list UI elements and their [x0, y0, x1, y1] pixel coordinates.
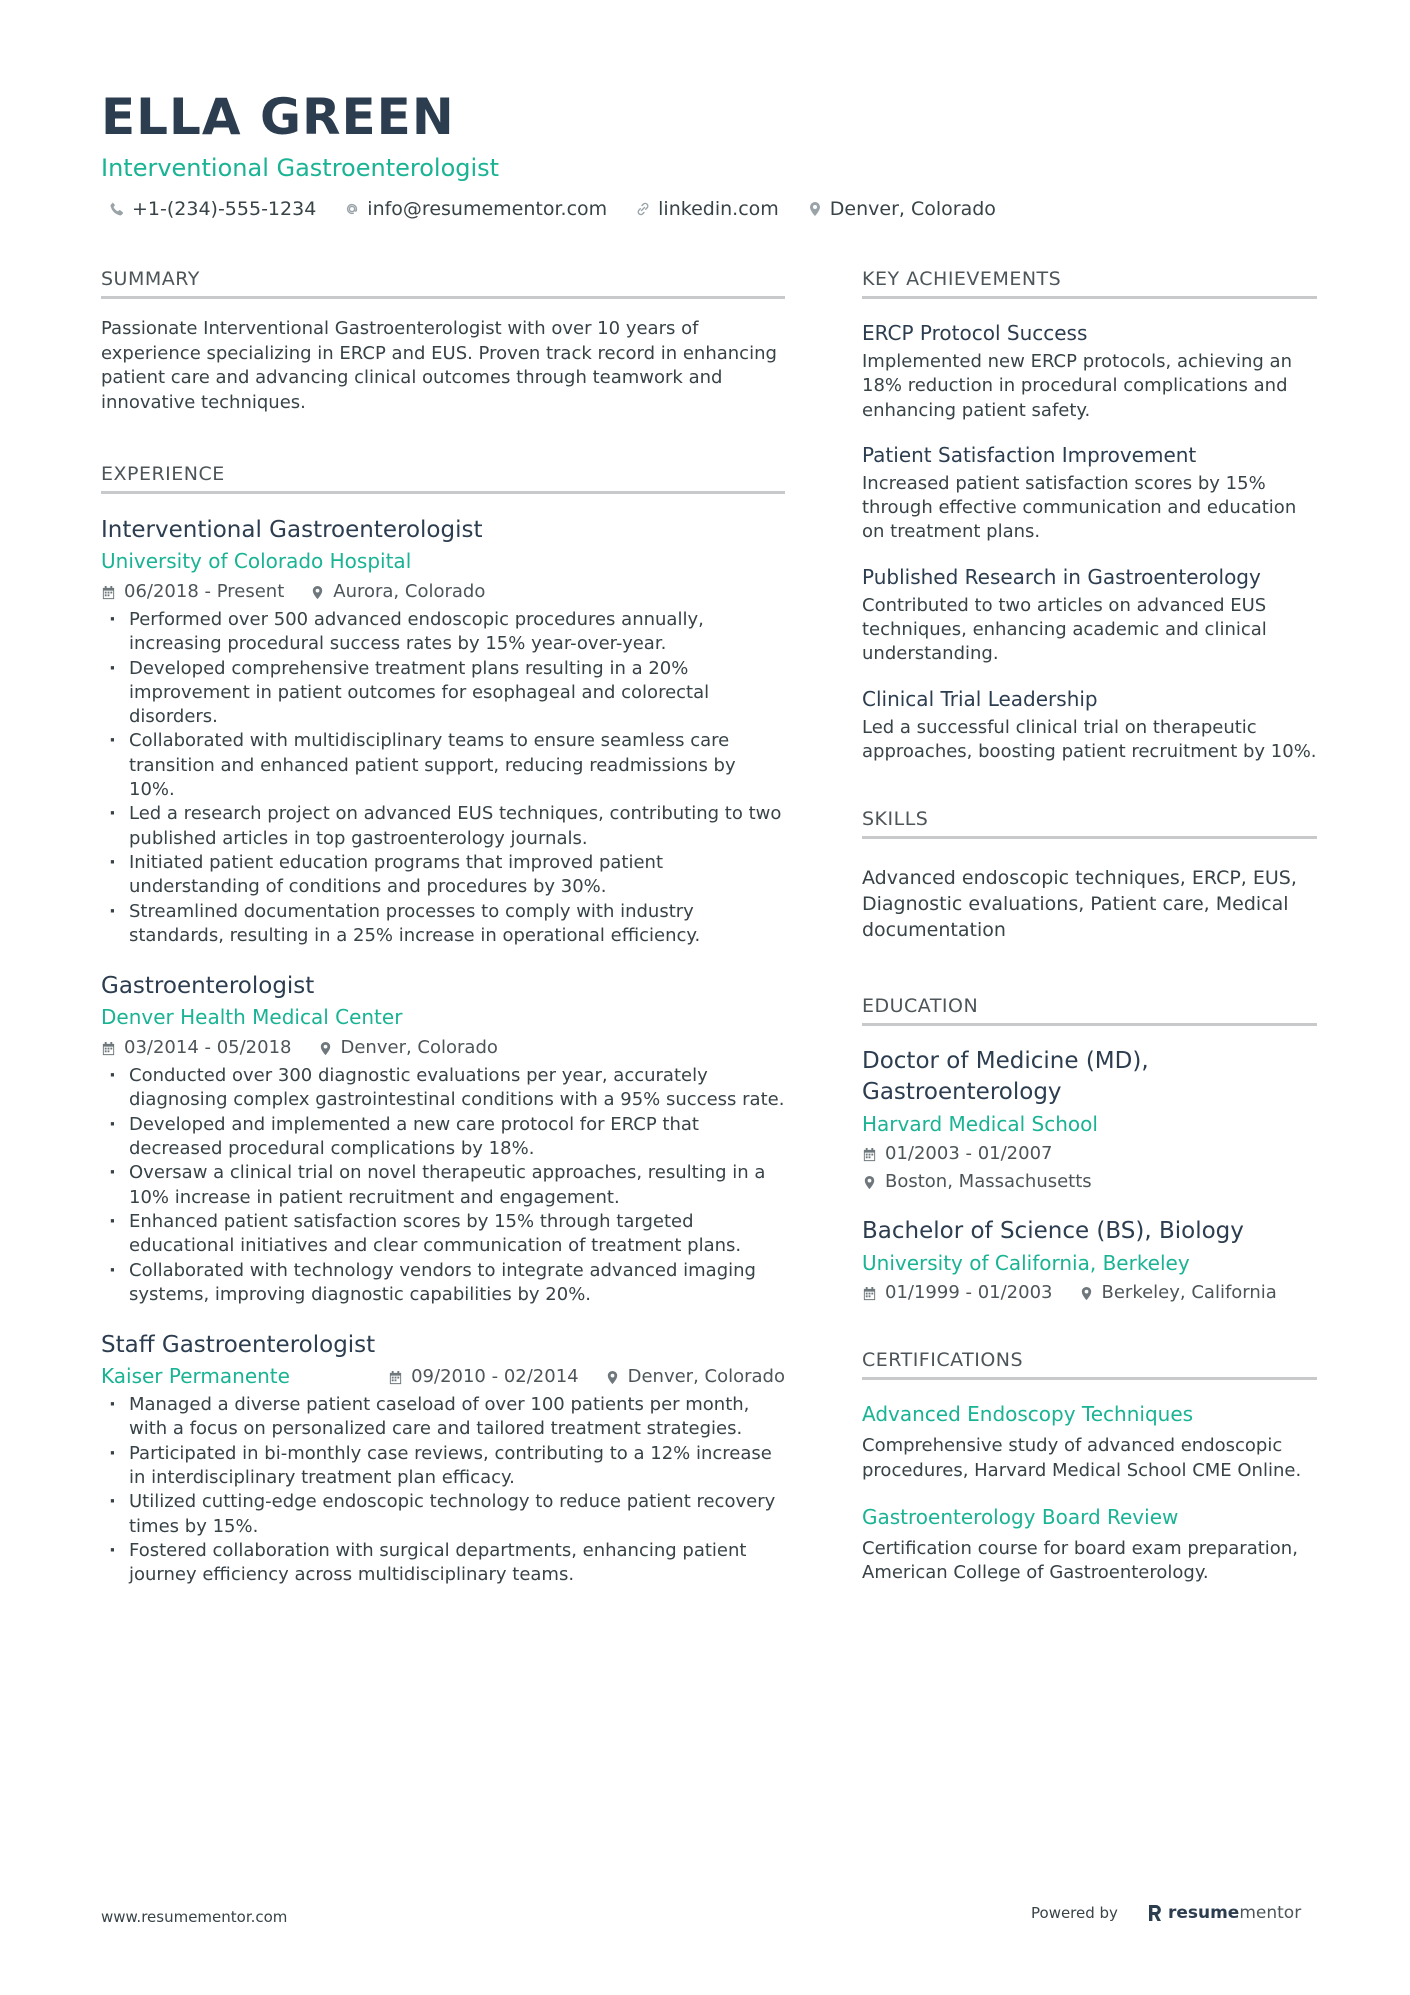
- job-entry: [101, 514, 785, 948]
- location-icon: [605, 1370, 620, 1385]
- contact-phone: [109, 198, 316, 220]
- education-school: Harvard Medical School: [862, 1112, 1098, 1137]
- footer-website[interactable]: www.resumementor.com: [101, 1908, 288, 1926]
- certification-desc: Comprehensive study of advanced endoscopic procedures, Harvard Medical School CME Online.: [862, 1435, 1302, 1481]
- link-icon: [635, 201, 651, 217]
- job-bullets: [101, 1393, 785, 1587]
- brand-light: mentor: [1239, 1903, 1302, 1923]
- education-dates: [862, 1279, 1053, 1307]
- job-bullet: · Enhanced patient satisfaction scores by 15% through targeted educational initiatives and clear communication of treatment plans.: [101, 1210, 785, 1259]
- job-company-row: [101, 1361, 785, 1391]
- job-company: Denver Health Medical Center: [101, 1005, 403, 1030]
- job-dates-text: 09/2010 - 02/2014: [411, 1366, 579, 1388]
- right-column: [862, 266, 1317, 1585]
- education-dates-text: 01/1999 - 01/2003: [885, 1282, 1053, 1304]
- contact-email: [344, 198, 607, 220]
- education-location: [1079, 1279, 1277, 1307]
- location-icon: [1079, 1286, 1094, 1301]
- job-location: [318, 1034, 498, 1062]
- job-title: Gastroenterologist: [101, 973, 315, 1000]
- calendar-icon: [101, 585, 116, 600]
- achievement-item: [862, 685, 1317, 765]
- at-icon: [344, 201, 360, 217]
- job-bullet: · Collaborated with technology vendors to integrate advanced imaging systems, improving diagnostic capabilities by 20%.: [101, 1259, 785, 1308]
- achievement-desc: Increased patient satisfaction scores by 15% through effective communication and education on treatment plans.: [862, 472, 1297, 543]
- job-title: Staff Gastroenterologist: [101, 1332, 376, 1359]
- job-bullet: · Developed and implemented a new care protocol for ERCP that decreased procedural complications by 18%.: [101, 1113, 785, 1162]
- phone-icon: [109, 201, 125, 217]
- achievement-item: [862, 441, 1317, 545]
- location-icon: [862, 1175, 877, 1190]
- achievement-item: [862, 319, 1317, 423]
- education-dates-text: 01/2003 - 01/2007: [885, 1143, 1053, 1165]
- certification-item: [862, 1503, 1317, 1586]
- candidate-title: Interventional Gastroenterologist: [101, 154, 500, 182]
- job-location-text: Aurora, Colorado: [333, 581, 486, 602]
- job-bullet: · Conducted over 300 diagnostic evaluations per year, accurately diagnosing complex gastrointestinal conditions with a 95% success rate.: [101, 1064, 785, 1113]
- education-meta: [862, 1140, 1317, 1196]
- job-location-text: Denver, Colorado: [340, 1037, 498, 1059]
- achievement-desc: Implemented new ERCP protocols, achieving an 18% reduction in procedural complications and enhancing patient safety.: [862, 351, 1292, 421]
- left-column: [101, 266, 785, 1588]
- contact-location: [807, 198, 996, 220]
- summary-heading: SUMMARY: [101, 266, 785, 299]
- education-item: [862, 1216, 1317, 1307]
- job-bullet: · Oversaw a clinical trial on novel therapeutic approaches, resulting in a 10% increase in patient recruitment and engagement.: [101, 1161, 785, 1210]
- job-bullet: · Fostered collaboration with surgical departments, enhancing patient journey efficiency across multidisciplinary teams.: [101, 1539, 785, 1588]
- job-bullet: · Participated in bi-monthly case reviews, contributing to a 12% increase in interdisciplinary treatment plan efficacy.: [101, 1442, 785, 1491]
- job-dates-text: 03/2014 - 05/2018: [124, 1037, 292, 1059]
- job-meta: [101, 1034, 785, 1062]
- location-icon: [310, 585, 325, 600]
- contact-linkedin-text[interactable]: linkedin.com: [658, 198, 779, 220]
- job-entry: [101, 1329, 785, 1587]
- certifications-heading: CERTIFICATIONS: [862, 1347, 1317, 1380]
- contact-linkedin: [635, 198, 779, 220]
- calendar-icon: [862, 1147, 877, 1162]
- achievement-item: [862, 563, 1317, 667]
- job-bullet: · Streamlined documentation processes to comply with industry standards, resulting in a 25% increase in operational efficiency.: [101, 900, 785, 949]
- education-location-text: Boston, Massachusetts: [885, 1171, 1092, 1193]
- achievement-desc: Contributed to two articles on advanced EUS techniques, enhancing academic and clinical understanding.: [862, 594, 1267, 665]
- achievement-desc: Led a successful clinical trial on therapeutic approaches, boosting patient recruitment by 10%.: [862, 716, 1317, 762]
- job-dates: [388, 1363, 579, 1391]
- skills-heading: SKILLS: [862, 806, 1317, 839]
- job-entry: [101, 970, 785, 1307]
- calendar-icon: [388, 1370, 403, 1385]
- certification-item: [862, 1400, 1317, 1483]
- job-company: University of Colorado Hospital: [101, 549, 412, 573]
- job-dates-text: 06/2018 - Present: [124, 581, 285, 602]
- location-icon: [807, 201, 823, 217]
- job-bullet: · Developed comprehensive treatment plans resulting in a 20% improvement in patient outcomes for esophageal and colorectal disorders.: [101, 657, 785, 730]
- job-location: [605, 1363, 785, 1391]
- job-meta: [101, 578, 785, 606]
- skills-text: Advanced endoscopic techniques, ERCP, EUS, Diagnostic evaluations, Patient care, Medical documentation: [862, 867, 1297, 942]
- education-meta: [862, 1279, 1317, 1307]
- brand-bold: resume: [1167, 1903, 1240, 1923]
- certification-title: Gastroenterology Board Review: [862, 1504, 1179, 1529]
- job-bullet: · Collaborated with multidisciplinary teams to ensure seamless care transition and enhanced patient support, reducing readmissions by 10%.: [101, 729, 785, 802]
- calendar-icon: [101, 1041, 116, 1056]
- resumementor-logo-icon: [1148, 1904, 1162, 1922]
- job-title: Interventional Gastroenterologist: [101, 517, 483, 543]
- job-bullets: [101, 608, 785, 948]
- education-location-text: Berkeley, California: [1101, 1282, 1277, 1304]
- education-heading: EDUCATION: [862, 993, 1317, 1026]
- achievement-title: Patient Satisfaction Improvement: [862, 442, 1197, 467]
- education-location: [862, 1168, 1092, 1196]
- job-company: Kaiser Permanente: [101, 1364, 290, 1389]
- contact-phone-text[interactable]: +1-(234)-555-1234: [132, 198, 317, 220]
- footer-branding: [1031, 1903, 1301, 1923]
- certification-title: Advanced Endoscopy Techniques: [862, 1402, 1194, 1427]
- header: [101, 84, 1321, 220]
- job-meta: [388, 1363, 785, 1391]
- job-bullet: · Utilized cutting-edge endoscopic technology to reduce patient recovery times by 15%.: [101, 1490, 785, 1539]
- experience-heading: EXPERIENCE: [101, 461, 785, 494]
- achievements-heading: KEY ACHIEVEMENTS: [862, 266, 1317, 299]
- candidate-name: ELLA GREEN: [101, 88, 455, 146]
- education-item: [862, 1046, 1317, 1196]
- achievement-title: Clinical Trial Leadership: [862, 686, 1098, 711]
- education-dates: [862, 1140, 1053, 1168]
- job-bullets: [101, 1064, 785, 1307]
- achievement-title: ERCP Protocol Success: [862, 321, 1088, 345]
- contact-email-text[interactable]: info@resumementor.com: [367, 198, 608, 220]
- job-bullet: · Initiated patient education programs that improved patient understanding of conditions and procedures by 30%.: [101, 851, 785, 900]
- brand-logo[interactable]: [1148, 1903, 1301, 1923]
- job-bullet: · Led a research project on advanced EUS techniques, contributing to two published articles in top gastroenterology journals.: [101, 802, 785, 851]
- certification-desc: Certification course for board exam preparation, American College of Gastroenterology.: [862, 1537, 1298, 1584]
- job-bullet: · Managed a diverse patient caseload of over 100 patients per month, with a focus on personalized care and tailored treatment strategies.: [101, 1393, 785, 1442]
- powered-by-label: Powered by: [1031, 1904, 1118, 1922]
- job-location: [310, 578, 485, 606]
- achievement-title: Published Research in Gastroenterology: [862, 564, 1261, 589]
- location-icon: [318, 1041, 333, 1056]
- education-degree: Bachelor of Science (BS), Biology: [862, 1218, 1244, 1245]
- education-school: University of California, Berkeley: [862, 1251, 1190, 1276]
- summary-text: Passionate Interventional Gastroenterologist with over 10 years of experience specializing in ERCP and EUS. Proven track record in enhancing patient care and advancing clinical outcomes through teamwork and innovative techniques.: [101, 318, 777, 413]
- education-degree: Doctor of Medicine (MD), Gastroenterology: [862, 1048, 1149, 1106]
- job-location-text: Denver, Colorado: [627, 1366, 785, 1388]
- calendar-icon: [862, 1286, 877, 1301]
- contact-location-text: Denver, Colorado: [829, 198, 996, 220]
- job-dates: [101, 578, 284, 606]
- job-dates: [101, 1034, 292, 1062]
- job-bullet: · Performed over 500 advanced endoscopic procedures annually, increasing procedural success rates by 15% year-over-year.: [101, 608, 785, 657]
- contact-row: [101, 198, 1321, 220]
